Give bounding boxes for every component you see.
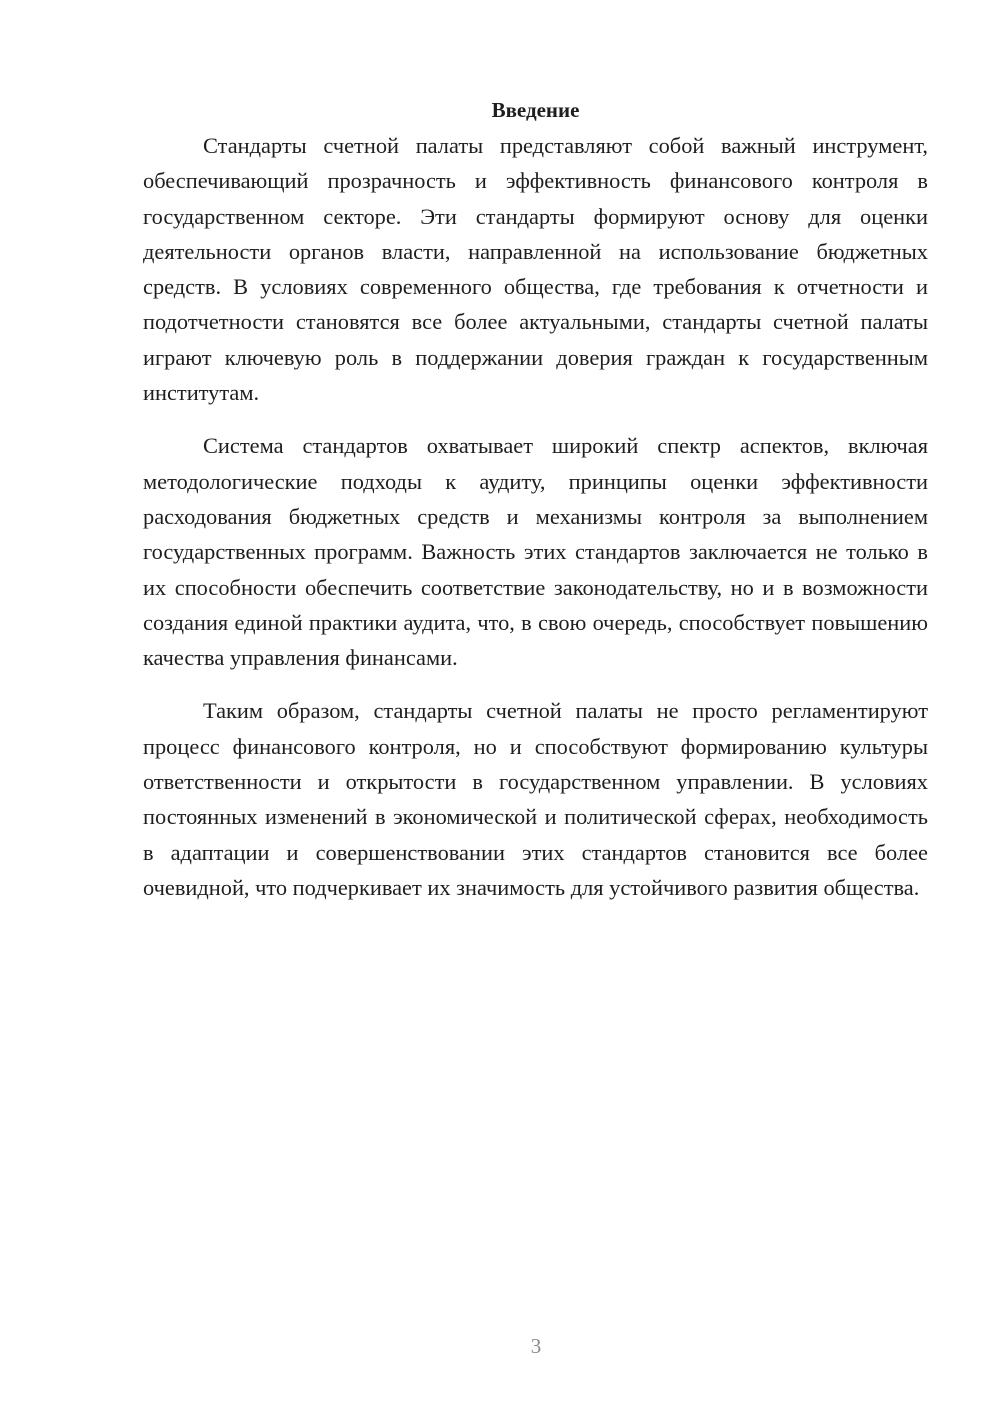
section-heading: Введение: [491, 98, 580, 122]
paragraph-3: Таким образом, стандарты счетной палаты не просто регламентируют процесс финансового контроля, но и способствуют формированию культуры ответственности и открытости в государственном управлении. В условиях постоянных изменений в экономической и политической сферах, необходимость в адаптации и совершенствовании этих стандартов становится все более очевидной, что подчеркивает их значимость для устойчивого развития общества.: [143, 698, 928, 900]
page-content: [143, 93, 928, 905]
paragraph-2: Система стандартов охватывает широкий спектр аспектов, включая методологические подходы к аудиту, принципы оценки эффективности расходования бюджетных средств и механизмы контроля за выполнением государственных программ. Важность этих стандартов заключается не только в их способности обеспечить соответствие законодательству, но и в возможности создания единой практики аудита, что, в свою очередь, способствует повышению качества управления финансами.: [143, 433, 928, 671]
page-number: 3: [530, 1334, 542, 1358]
paragraph-1: Стандарты счетной палаты представляют собой важный инструмент, обеспечивающий прозрачность и эффективность финансового контроля в государственном секторе. Эти стандарты формируют основу для оценки деятельности органов власти, направленной на использование бюджетных средств. В условиях современного общества, где требования к отчетности и подотчетности становятся все более актуальными, стандарты счетной палаты играют ключевую роль в поддержании доверия граждан к государственным институтам.: [143, 133, 928, 406]
